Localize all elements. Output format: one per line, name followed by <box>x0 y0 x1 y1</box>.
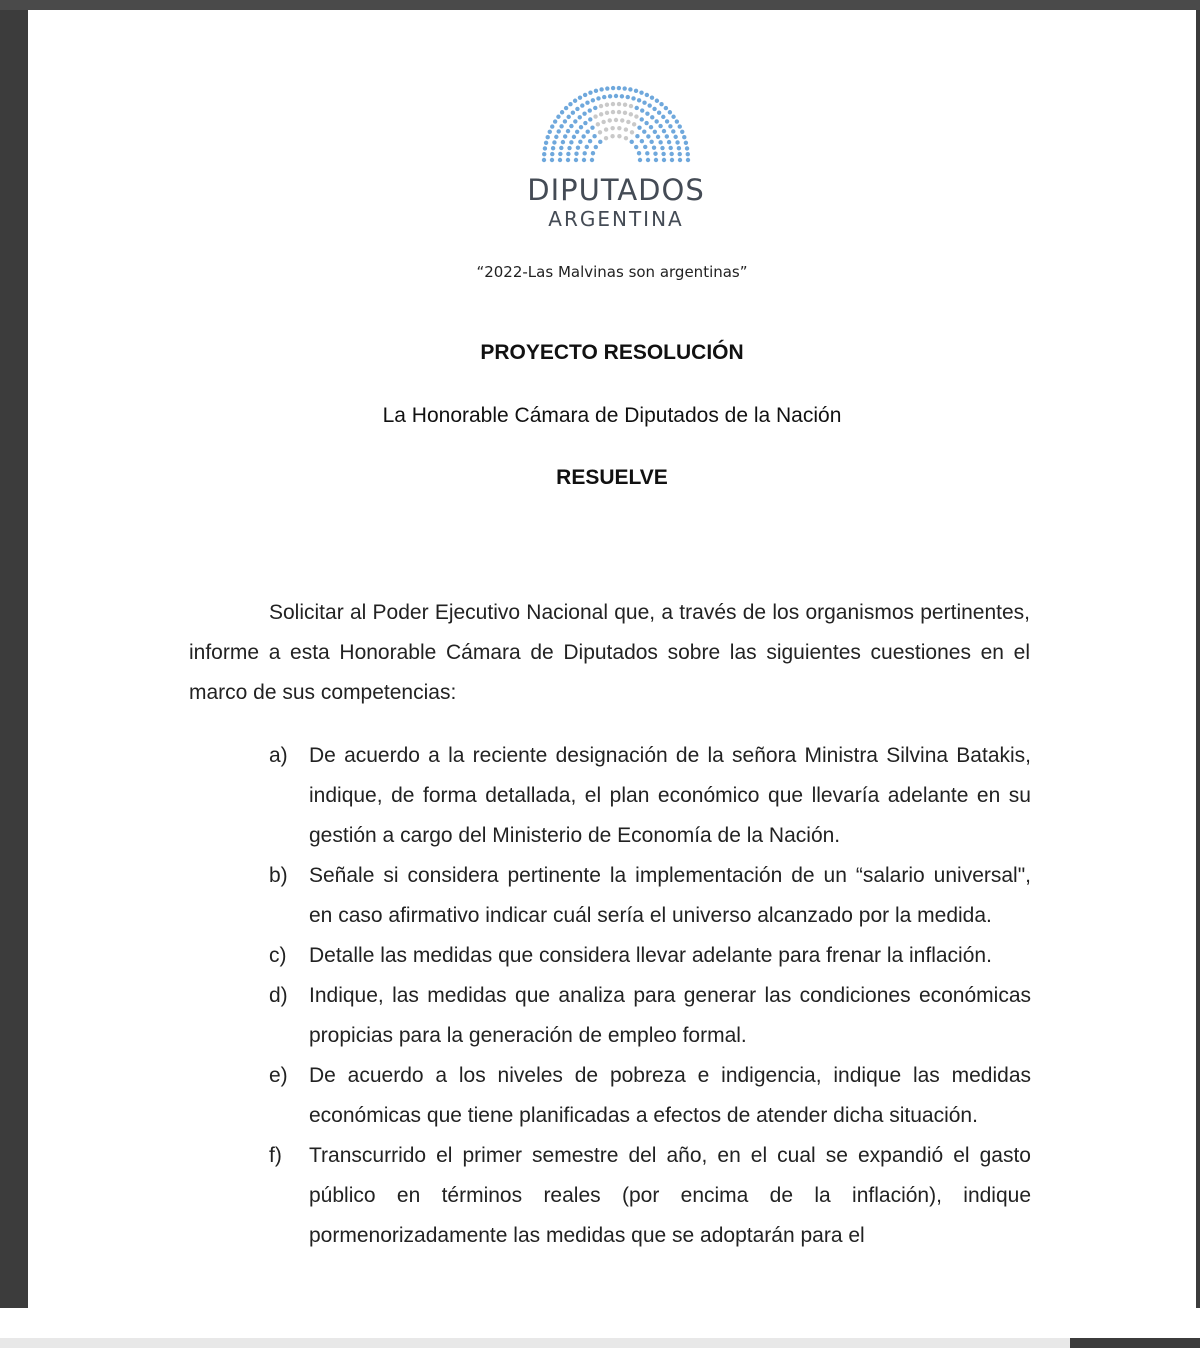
emblem-dot <box>593 106 597 110</box>
resolve-heading: RESUELVE <box>556 466 668 489</box>
emblem-dot <box>581 134 585 138</box>
hemicycle-emblem-icon <box>536 84 696 164</box>
emblem-dot <box>611 86 615 90</box>
emblem-dot <box>637 125 641 129</box>
intro-paragraph: Solicitar al Poder Ejecutivo Nacional que, a través de los organismos pertinentes, informe a esta Honorable Cámara de Diputados sobre las siguientes cuestiones en el marco de sus competencias: <box>189 601 1030 704</box>
emblem-dot <box>575 107 579 111</box>
emblem-dot <box>639 90 643 94</box>
emblem-dot <box>554 135 558 139</box>
emblem-dot <box>665 119 669 123</box>
emblem-dot <box>599 87 603 91</box>
emblem-dot <box>580 103 584 107</box>
list-item <box>269 936 1031 976</box>
emblem-dot <box>634 145 638 149</box>
emblem-dot <box>680 130 684 134</box>
emblem-dot <box>653 152 657 156</box>
motto: “2022-Las Malvinas son argentinas” <box>476 263 748 281</box>
emblem-dot <box>647 103 651 107</box>
emblem-dot <box>656 135 660 139</box>
emblem-dot <box>583 151 587 155</box>
emblem-dot <box>552 140 556 144</box>
logo-subtitle: ARGENTINA <box>548 207 684 231</box>
emblem-dot <box>655 99 659 103</box>
emblem-dot <box>594 89 598 93</box>
emblem-dot <box>661 152 665 156</box>
emblem-dot <box>678 124 682 128</box>
emblem-dot <box>638 158 642 162</box>
emblem-dot <box>668 124 672 128</box>
emblem-dot <box>585 145 589 149</box>
emblem-dot <box>645 151 649 155</box>
item-text: Detalle las medidas que considera llevar adelante para frenar la inflación. <box>309 944 992 967</box>
emblem-dot <box>605 103 609 107</box>
emblem-dot <box>645 93 649 97</box>
emblem-dot <box>617 110 621 114</box>
emblem-dot <box>553 119 557 123</box>
emblem-dot <box>574 158 578 162</box>
list-item <box>269 736 1031 856</box>
emblem-dot <box>556 115 560 119</box>
document-page <box>28 10 1196 1308</box>
emblem-dot <box>617 86 621 90</box>
emblem-dot <box>624 127 628 131</box>
emblem-dot <box>566 158 570 162</box>
emblem-dot <box>546 135 550 139</box>
diputados-logo <box>496 84 736 234</box>
emblem-dot <box>657 111 661 115</box>
item-marker: e) <box>269 1064 288 1087</box>
emblem-dot <box>572 135 576 139</box>
emblem-dot <box>567 115 571 119</box>
emblem-dot <box>634 89 638 93</box>
chamber-name: La Honorable Cámara de Diputados de la Nación <box>382 404 842 427</box>
emblem-dot <box>652 145 656 149</box>
item-text: Transcurrido el primer semestre del año, en el cual se expandió el gasto público en términos reales (por encima de la inflación), indique pormenorizadamente las medidas que se adoptarán para el <box>309 1144 1031 1247</box>
emblem-dot <box>578 115 582 119</box>
request-list <box>269 736 1031 1256</box>
emblem-dot <box>678 152 682 156</box>
emblem-dot <box>622 86 626 90</box>
emblem-dot <box>563 134 567 138</box>
emblem-dot <box>590 125 594 129</box>
emblem-dot <box>645 111 649 115</box>
emblem-dot <box>644 121 648 125</box>
emblem-dot <box>571 111 575 115</box>
emblem-dot <box>658 140 662 144</box>
emblem-dot <box>602 95 606 99</box>
emblem-dot <box>610 126 614 130</box>
emblem-dot <box>646 134 650 138</box>
emblem-dot <box>665 134 669 138</box>
emblem-dot <box>568 102 572 106</box>
emblem-dot <box>566 129 570 133</box>
emblem-dot <box>578 140 582 144</box>
emblem-dot <box>542 152 546 156</box>
emblem-dot <box>629 104 633 108</box>
emblem-dot <box>640 139 644 143</box>
emblem-dot <box>599 112 603 116</box>
item-marker: b) <box>269 864 288 887</box>
emblem-dot <box>635 106 639 110</box>
emblem-dot <box>596 96 600 100</box>
emblem-dot <box>601 120 605 124</box>
emblem-dot <box>649 140 653 144</box>
emblem-dot <box>675 119 679 123</box>
emblem-dot <box>671 115 675 119</box>
emblem-dot <box>668 110 672 114</box>
viewer-top-bar <box>0 0 1200 10</box>
emblem-dot <box>598 130 602 134</box>
emblem-dot <box>548 130 552 134</box>
emblem-dot <box>567 146 571 150</box>
emblem-dot <box>643 145 647 149</box>
emblem-dot <box>564 106 568 110</box>
emblem-dot <box>558 152 562 156</box>
emblem-dot <box>543 146 547 150</box>
emblem-dot <box>608 118 612 122</box>
emblem-dot <box>586 130 590 134</box>
emblem-dot <box>599 104 603 108</box>
emblem-dot <box>686 158 690 162</box>
emblem-dot <box>582 111 586 115</box>
viewer-bottom-area <box>0 1308 1200 1348</box>
emblem-dot <box>551 146 555 150</box>
emblem-dot <box>623 103 627 107</box>
emblem-dot <box>592 134 596 138</box>
emblem-dot <box>611 102 615 106</box>
item-marker: d) <box>269 984 288 1007</box>
emblem-dot <box>573 119 577 123</box>
emblem-dot <box>617 126 621 130</box>
emblem-dot <box>574 152 578 156</box>
emblem-dot <box>558 158 562 162</box>
emblem-dot <box>569 124 573 128</box>
emblem-dot <box>594 145 598 149</box>
emblem-dot <box>631 96 635 100</box>
emblem-dot <box>654 119 658 123</box>
emblem-dot <box>652 107 656 111</box>
emblem-dot <box>626 95 630 99</box>
emblem-dot <box>667 140 671 144</box>
emblem-dot <box>628 87 632 91</box>
item-text: Señale si considera pertinente la implementación de un “salario universal", en caso afirmativo indicar cuál sería el universo alcanzado por la medida. <box>309 864 1031 927</box>
emblem-dot <box>662 158 666 162</box>
list-item <box>269 1136 1031 1256</box>
emblem-dot <box>611 110 615 114</box>
emblem-dot <box>557 129 561 133</box>
emblem-dot <box>620 118 624 122</box>
item-text: De acuerdo a los niveles de pobreza e indigencia, indique las medidas económicas que tiene planificadas a efectos de atender dicha situación. <box>309 1064 1031 1127</box>
emblem-dot <box>542 158 546 162</box>
emblem-dot <box>637 98 641 102</box>
emblem-dot <box>620 94 624 98</box>
emblem-dot <box>614 94 618 98</box>
item-text: De acuerdo a la reciente designación de la señora Ministra Silvina Batakis, indique, de forma detallada, el plan económico que llevaría adelante en su gestión a cargo del Ministerio de Economía de la Nación. <box>309 744 1031 847</box>
emblem-dot <box>646 158 650 162</box>
emblem-dot <box>650 95 654 99</box>
emblem-dot <box>610 134 614 138</box>
emblem-dot <box>608 94 612 98</box>
emblem-dot <box>585 101 589 105</box>
emblem-dot <box>640 108 644 112</box>
emblem-dot <box>675 140 679 144</box>
emblem-dot <box>593 114 597 118</box>
emblem-dot <box>561 140 565 144</box>
emblem-dot <box>642 130 646 134</box>
emblem-dot <box>569 140 573 144</box>
emblem-dot <box>678 158 682 162</box>
emblem-dot <box>642 101 646 105</box>
emblem-dot <box>677 146 681 150</box>
list-item <box>269 1056 1031 1136</box>
emblem-dot <box>563 119 567 123</box>
item-marker: a) <box>269 744 288 767</box>
emblem-dot <box>566 152 570 156</box>
emblem-dot <box>579 125 583 129</box>
emblem-dot <box>653 130 657 134</box>
emblem-dot <box>596 122 600 126</box>
emblem-dot <box>668 146 672 150</box>
emblem-dot <box>573 99 577 103</box>
emblem-dot <box>632 122 636 126</box>
emblem-dot <box>617 102 621 106</box>
emblem-dot <box>662 129 666 133</box>
emblem-dot <box>605 86 609 90</box>
emblem-dot <box>649 125 653 129</box>
item-marker: f) <box>269 1144 282 1167</box>
emblem-dot <box>682 135 686 139</box>
emblem-dot <box>650 115 654 119</box>
emblem-dot <box>635 134 639 138</box>
emblem-dot <box>578 95 582 99</box>
emblem-dot <box>640 117 644 121</box>
item-marker: c) <box>269 944 287 967</box>
emblem-dot <box>664 106 668 110</box>
emblem-dot <box>583 121 587 125</box>
emblem-dot <box>598 140 602 144</box>
emblem-dot <box>591 151 595 155</box>
emblem-dot <box>588 108 592 112</box>
emblem-dot <box>673 135 677 139</box>
emblem-dot <box>591 98 595 102</box>
emblem-dot <box>629 112 633 116</box>
emblem-dot <box>624 136 628 140</box>
emblem-dot <box>659 102 663 106</box>
emblem-dot <box>626 120 630 124</box>
emblem-dot <box>658 124 662 128</box>
emblem-dot <box>670 158 674 162</box>
emblem-dot <box>630 140 634 144</box>
emblem-dot <box>559 124 563 128</box>
emblem-dot <box>588 117 592 121</box>
emblem-dot <box>575 130 579 134</box>
emblem-dot <box>623 111 627 115</box>
emblem-dot <box>550 152 554 156</box>
emblem-dot <box>654 158 658 162</box>
emblem-dot <box>637 151 641 155</box>
list-item <box>269 856 1031 936</box>
viewer-right-edge <box>1196 10 1200 1308</box>
emblem-dot <box>684 141 688 145</box>
emblem-dot <box>544 141 548 145</box>
emblem-dot <box>559 146 563 150</box>
emblem-dot <box>576 145 580 149</box>
emblem-dot <box>661 115 665 119</box>
list-item <box>269 976 1031 1056</box>
emblem-dot <box>550 124 554 128</box>
logo-title: DIPUTADOS <box>527 173 705 207</box>
item-text: Indique, las medidas que analiza para generar las condiciones económicas propicias para la generación de empleo formal. <box>309 984 1031 1047</box>
emblem-dot <box>660 146 664 150</box>
emblem-dot <box>560 110 564 114</box>
emblem-dot <box>582 158 586 162</box>
emblem-dot <box>583 93 587 97</box>
emblem-dot <box>614 118 618 122</box>
emblem-dot <box>604 136 608 140</box>
emblem-dot <box>671 129 675 133</box>
emblem-dot <box>630 130 634 134</box>
emblem-dot <box>685 146 689 150</box>
emblem-dot <box>669 152 673 156</box>
emblem-dot <box>634 114 638 118</box>
emblem-dot <box>605 111 609 115</box>
emblem-dot <box>686 152 690 156</box>
emblem-dot <box>590 158 594 162</box>
document-title: PROYECTO RESOLUCIÓN <box>480 341 744 364</box>
emblem-dot <box>588 139 592 143</box>
emblem-dot <box>550 158 554 162</box>
emblem-dot <box>604 127 608 131</box>
emblem-dot <box>588 90 592 94</box>
emblem-dot <box>617 134 621 138</box>
